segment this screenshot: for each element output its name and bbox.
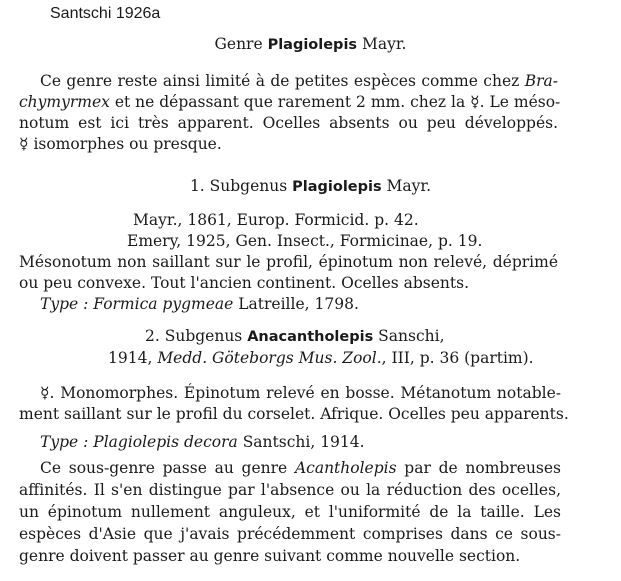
ref-pages: , III, p. 36 (partim).: [381, 349, 534, 367]
subgenus-1-desc-1: Mésonotum non saillant sur le profil, épinotum non relevé, déprimé: [19, 253, 558, 271]
intro-genus-italic-cont: chymyrmex: [19, 93, 110, 111]
ref-year: 1914,: [108, 349, 158, 367]
subgenus-2-para-2: affinités. Il s'en distingue par l'absence ou la réduction des ocelles,: [19, 481, 561, 499]
subgenus-2-desc-1: ☿. Monomorphes. Épinotum relevé en bosse. Métanotum notable-: [40, 384, 561, 402]
subgenus-2-para-5: genre doivent passer au genre suivant comme nouvelle section.: [19, 547, 521, 565]
genus-header-author: Mayr.: [357, 35, 407, 53]
intro-line-4: ☿ isomorphes ou presque.: [19, 135, 222, 153]
type-author: Latreille, 1798.: [233, 295, 359, 313]
subgenus-2-para-4: espèces d'Asie que j'avais précédemment comprises dans ce sous-: [19, 525, 561, 543]
subgenus-2-para-1: [40, 458, 561, 478]
type-species: Formica pygmeae: [93, 295, 234, 313]
subgenus-1-ref-1: Mayr., 1861, Europ. Formicid. p. 42.: [133, 211, 419, 229]
intro-line-2: [19, 92, 561, 112]
subgenus-1-author: Mayr.: [381, 177, 432, 195]
intro-text: et ne dépassant que rarement 2 mm. chez la ☿. Le méso-: [109, 93, 561, 111]
intro-line-3: notum est ici très apparent. Ocelles absents ou peu développés.: [19, 114, 558, 132]
ref-journal: Medd. Göteborgs Mus. Zool.: [157, 349, 382, 367]
genus-header: [0, 34, 621, 55]
subgenus-2-author: Sanschi,: [373, 327, 445, 345]
intro-line-1: [40, 71, 558, 91]
subgenus-1-ref-2: Emery, 1925, Gen. Insect., Formicinae, p. 19.: [127, 232, 483, 250]
subgenus-1-type: [40, 294, 359, 314]
subgenus-2-desc-2: ment saillant sur le profil du corselet. Afrique. Ocelles peu apparents.: [19, 405, 569, 423]
subgenus-2-para-3: un épinotum nullement anguleux, et l'uniformité de la taille. Les: [19, 503, 561, 521]
intro-genus-italic: Bra-: [524, 72, 558, 90]
type-label: Type :: [40, 295, 94, 313]
subgenus-2-title: [145, 326, 445, 347]
intro-text: Ce genre reste ainsi limité à de petites espèces comme chez: [40, 72, 525, 90]
subgenus-2-ref: [108, 348, 534, 368]
source-label: Santschi 1926a: [50, 5, 161, 22]
subgenus-2-type: [40, 432, 365, 452]
subgenus-1-name: Plagiolepis: [292, 179, 382, 195]
type-author: Santschi, 1914.: [237, 433, 365, 451]
genus-header-pre: Genre: [214, 35, 268, 53]
para-text: par de nombreuses: [396, 459, 562, 477]
subgenus-1-desc-2: ou peu convexe. Tout l'ancien continent. Ocelles absents.: [19, 274, 470, 292]
para-genus-italic: Acantholepis: [294, 459, 397, 477]
para-text: Ce sous-genre passe au genre: [40, 459, 295, 477]
genus-name: Plagiolepis: [267, 37, 358, 53]
type-label-species: Type : Plagiolepis decora: [40, 433, 238, 451]
subgenus-1-title: [0, 176, 621, 197]
subgenus-2-name: Anacantholepis: [247, 329, 374, 345]
subgenus-1-number: 1. Subgenus: [189, 177, 293, 195]
subgenus-2-number: 2. Subgenus: [145, 327, 248, 345]
